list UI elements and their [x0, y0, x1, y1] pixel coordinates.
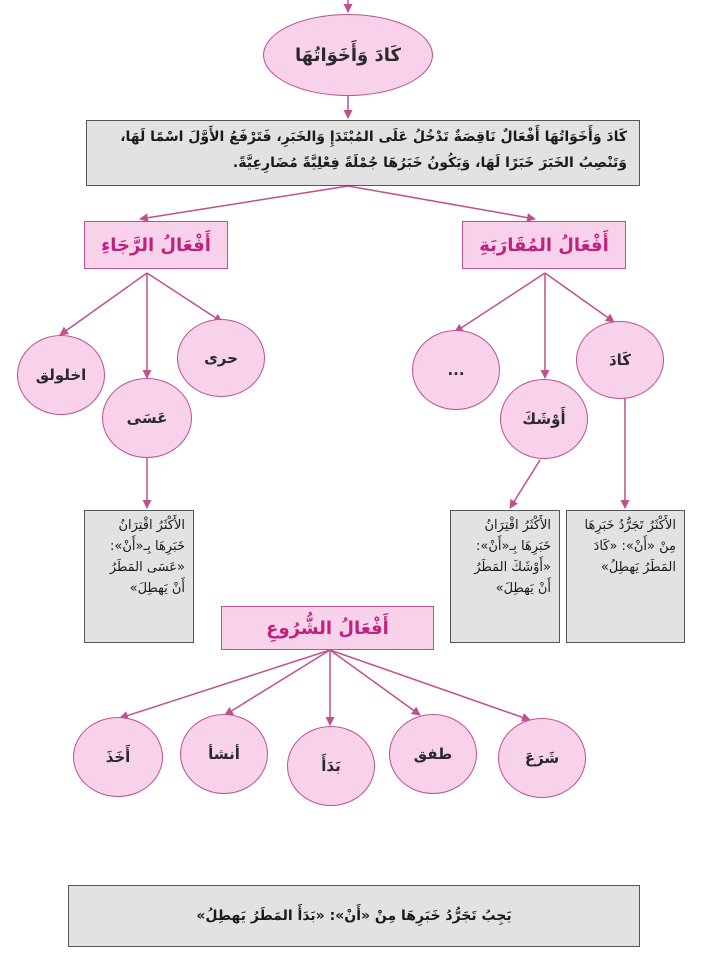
muqaraba-title: أَفْعَالُ المُقَارَبَةِ	[479, 234, 609, 256]
verb-anshaa: أنشأ	[180, 714, 268, 794]
muqaraba-title-box	[462, 221, 626, 269]
verb-asa: عَسَى	[102, 378, 192, 458]
verb-kada: كَادَ	[576, 321, 664, 399]
rajaa-title: أَفْعَالُ الرَّجَاءِ	[101, 234, 211, 256]
note-awshaka: الأَكْثَرُ اقْتِرَانُ خَبَرِهَا بِـ«أَنْ»: «أَوْشَكَ المَطَرُ أَنْ يَهطِلَ»	[450, 510, 560, 643]
verb-ikhlawlaqa: اخلولق	[17, 335, 105, 415]
verb-awshaka: أَوْشَكَ	[500, 379, 588, 459]
rajaa-title-box	[84, 221, 228, 269]
note-kada: الأَكْثَرُ تَجَرُّدُ خَبَرِهَا مِنْ «أَنْ»: «كَادَ المَطَرُ يَهطِلُ»	[566, 510, 685, 643]
note-asa: الأَكْثَرُ اقْتِرَانُ خَبَرِهَا بِـ«أَنْ»: «عَسَى المَطَرُ أَنْ يَهطِلَ»	[84, 510, 194, 643]
verb-hara: حرى	[177, 319, 265, 397]
root-node	[263, 14, 433, 96]
root-label: كَادَ وَأَخَوَاتُهَا	[295, 44, 401, 66]
shuruu-title: أَفْعَالُ الشُّرُوعِ	[266, 617, 389, 639]
verb-tafiqa: طفق	[389, 714, 477, 794]
definition-text: كَادَ وَأَخَوَاتُهَا أَفْعَالٌ نَاقِصَةٌ تَدْخُلُ عَلَى المُبْتَدَإِ وَالخَبَرِ، فَتَرْفَعُ الأَوَّلَ اسْمًا لَهَا، وَتَنْصِبُ الخَبَرَ خَبَرًا لَهَا، وَيَكُونُ خَبَرُهَا جُمْلَةً فِعْلِيَّةً مُضَارِعِيَّةً.	[120, 129, 627, 171]
shuruu-title-box	[221, 606, 434, 650]
footer-note: يَجِبُ تَجَرُّدُ خَبَرِهَا مِنْ «أَنْ»: «بَدَأَ المَطَرُ يَهطِلُ»	[68, 885, 640, 947]
verb-badaa: بَدَأَ	[287, 726, 375, 806]
verb-ellipsis: ...	[412, 330, 500, 410]
definition-box	[86, 120, 640, 186]
verb-sharaa: شَرَعَ	[498, 718, 586, 798]
verb-akhadha: أَخَذَ	[73, 717, 163, 797]
